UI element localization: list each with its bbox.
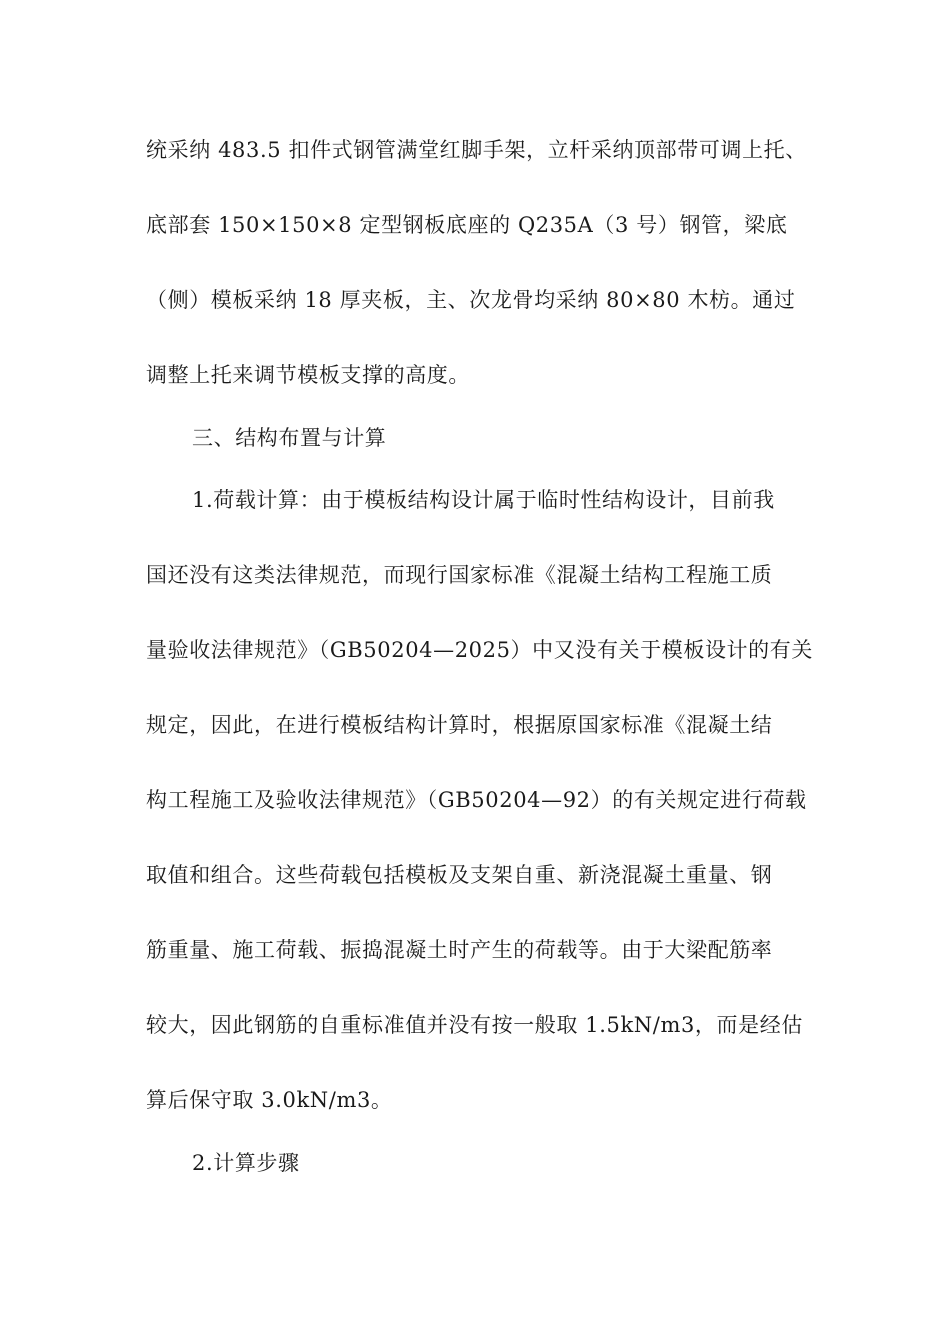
body-text-line: 底部套 150×150×8 定型钢板底座的 Q235A（3 号）钢管，梁底 xyxy=(146,213,788,237)
body-text-line: 1.荷载计算：由于模板结构设计属于临时性结构设计，目前我 xyxy=(192,488,775,512)
subsection-heading: 2.计算步骤 xyxy=(192,1151,300,1175)
body-text-line: 国还没有这类法律规范，而现行国家标准《混凝土结构工程施工质 xyxy=(146,563,773,587)
body-text-line: 取值和组合。这些荷载包括模板及支架自重、新浇混凝土重量、钢 xyxy=(146,863,773,887)
body-text-line: 统采纳 483.5 扣件式钢管满堂红脚手架，立杆采纳顶部带可调上托、 xyxy=(146,138,807,162)
body-text-line: 量验收法律规范》（GB50204—2025）中又没有关于模板设计的有关 xyxy=(146,638,813,662)
body-text-line: 算后保守取 3.0kN/m3。 xyxy=(146,1088,393,1112)
body-text-line: 筋重量、施工荷载、振捣混凝土时产生的荷载等。由于大梁配筋率 xyxy=(146,938,773,962)
body-text-line: 较大，因此钢筋的自重标准值并没有按一般取 1.5kN/m3，而是经估 xyxy=(146,1013,803,1037)
body-text-line: 规定，因此，在进行模板结构计算时，根据原国家标准《混凝土结 xyxy=(146,713,773,737)
body-text-line: （侧）模板采纳 18 厚夹板，主、次龙骨均采纳 80×80 木枋。通过 xyxy=(146,288,796,312)
body-text-line: 调整上托来调节模板支撑的高度。 xyxy=(146,363,470,387)
body-text-line: 构工程施工及验收法律规范》（GB50204—92）的有关规定进行荷载 xyxy=(146,788,807,812)
section-heading: 三、结构布置与计算 xyxy=(192,426,387,450)
